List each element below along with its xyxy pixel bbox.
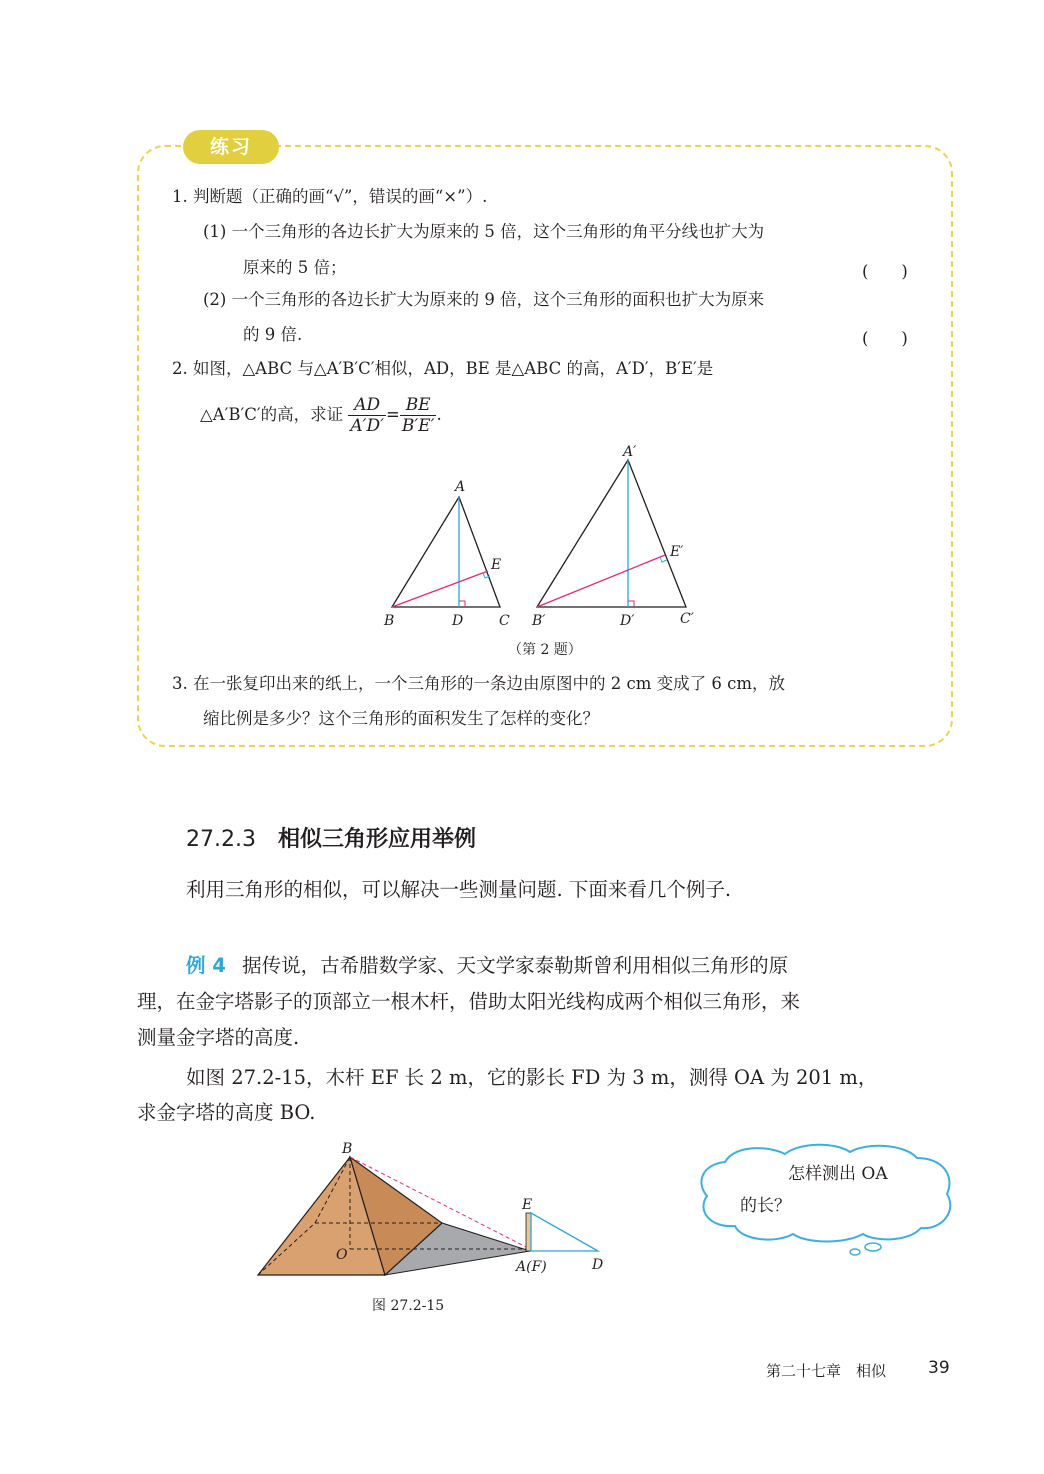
pyramid-figure xyxy=(250,1135,620,1285)
equals-sign: = xyxy=(386,405,400,424)
question-1-2-line1: (2) 一个三角形的各边长扩大为原来的 9 倍，这个三角形的面积也扩大为原来 xyxy=(203,290,765,309)
label-c: C xyxy=(499,613,510,629)
pole-ef xyxy=(526,1213,531,1251)
triangle-a2b2c2 xyxy=(537,460,686,607)
answer-paren-2: ( ) xyxy=(862,329,908,348)
figure-15-caption: 图 27.2-15 xyxy=(372,1298,445,1314)
fraction-be-numerator: BE xyxy=(400,395,437,416)
question-1-1-line1: (1) 一个三角形的各边长扩大为原来的 5 倍，这个三角形的角平分线也扩大为 xyxy=(203,222,765,241)
label-a: A xyxy=(455,479,466,495)
right-angle-d xyxy=(459,601,465,607)
section-title: 相似三角形应用举例 xyxy=(277,827,476,852)
question-2-prefix: △A′B′C′的高，求证 xyxy=(200,405,344,424)
fraction-ad-denominator: A′D′ xyxy=(350,416,384,436)
footer-chapter: 第二十七章 相似 xyxy=(766,1362,887,1380)
label-b: B xyxy=(384,613,395,629)
label-e-pole: E xyxy=(522,1197,533,1213)
question-3-line2: 缩比例是多少？这个三角形的面积发生了怎样的变化？ xyxy=(203,709,599,728)
example-4-line1 xyxy=(186,953,788,979)
thought-bubble xyxy=(695,1140,960,1260)
question-1-1-line2: 原来的 5 倍； xyxy=(243,258,347,277)
answer-paren-1: ( ) xyxy=(862,262,908,281)
altitude-be xyxy=(392,571,488,607)
label-af: A(F) xyxy=(516,1259,547,1275)
label-b-prime: B′ xyxy=(532,613,546,629)
label-a-prime: A′ xyxy=(623,444,637,460)
label-e: E xyxy=(491,557,502,573)
bubble-cloud xyxy=(701,1145,950,1242)
label-e-prime: E′ xyxy=(670,544,684,560)
section-number: 27.2.3 xyxy=(186,827,256,852)
bubble-dot-small xyxy=(850,1249,860,1255)
exercise-tag: 练习 xyxy=(183,130,279,164)
fraction-ad-numerator: AD xyxy=(348,395,386,416)
question-3-line1: 3. 在一张复印出来的纸上，一个三角形的一条边由原图中的 2 cm 变成了 6 cm，放 xyxy=(172,674,785,693)
figure-2-caption: （第 2 题） xyxy=(508,642,582,658)
fraction-be xyxy=(400,395,437,436)
label-o: O xyxy=(336,1247,348,1263)
example-4-line2: 理，在金字塔影子的顶部立一根木杆，借助太阳光线构成两个相似三角形，来 xyxy=(137,990,801,1013)
section-heading xyxy=(186,822,476,853)
example-4-label: 例 4 xyxy=(186,954,226,977)
question-2-line1: 2. 如图，△ABC 与△A′B′C′相似，AD，BE 是△ABC 的高，A′D′，B′E′是 xyxy=(172,359,714,378)
question-1: 1. 判断题（正确的画“√”，错误的画“×”）. xyxy=(172,187,488,206)
question-2-line2 xyxy=(200,395,442,436)
bubble-dot-large xyxy=(865,1243,881,1251)
question-1-2-line2: 的 9 倍. xyxy=(243,325,303,344)
label-d-shadow: D xyxy=(592,1257,604,1273)
bubble-text-line2: 的长？ xyxy=(740,1196,791,1216)
triangle-abc xyxy=(392,497,500,607)
page-number: 39 xyxy=(928,1358,950,1378)
example-4-line5: 求金字塔的高度 BO. xyxy=(137,1101,316,1124)
altitude-b2e2 xyxy=(537,555,665,607)
label-d-prime: D′ xyxy=(620,613,635,629)
fraction-be-denominator: B′E′ xyxy=(401,416,435,436)
label-c-prime: C′ xyxy=(680,611,694,627)
label-b-pyramid: B xyxy=(342,1141,353,1157)
pole-shadow-triangle xyxy=(531,1213,598,1251)
example-4-text1: 据传说，古希腊数学家、天文学家泰勒斯曾利用相似三角形的原 xyxy=(242,954,789,977)
right-angle-d2 xyxy=(628,601,634,607)
question-2-period: . xyxy=(436,405,442,424)
fraction-ad xyxy=(348,395,386,436)
example-4-line4: 如图 27.2-15，木杆 EF 长 2 m，它的影长 FD 为 3 m，测得 OA 为 201 m， xyxy=(186,1066,878,1089)
section-intro: 利用三角形的相似，可以解决一些测量问题. 下面来看几个例子. xyxy=(186,878,732,901)
label-d: D xyxy=(452,613,464,629)
figure-2-triangles xyxy=(370,440,710,640)
example-4-line3: 测量金字塔的高度. xyxy=(137,1026,300,1049)
bubble-text-line1: 怎样测出 OA xyxy=(788,1164,888,1184)
